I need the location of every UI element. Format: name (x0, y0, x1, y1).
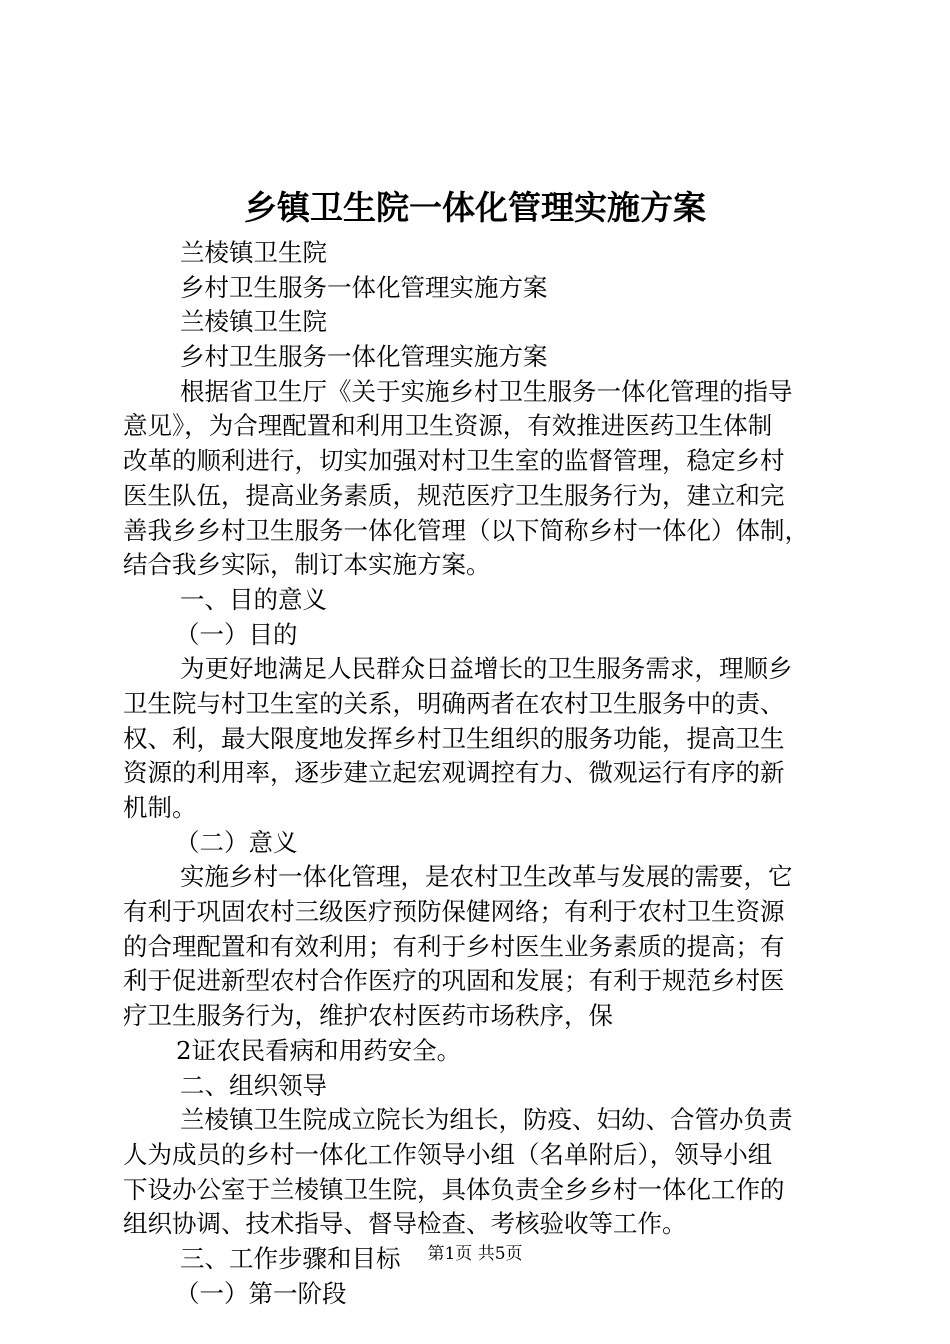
body-line: 善我乡乡村卫生服务一体化管理（以下简称乡村一体化）体制， (123, 515, 809, 545)
body-line: 兰棱镇卫生院 (180, 307, 327, 337)
body-line: 改革的顺利进行，切实加强对村卫生室的监督管理，稳定乡村 (123, 446, 785, 476)
body-line: 意见》，为合理配置和利用卫生资源，有效推进医药卫生体制 (123, 411, 773, 441)
body-line: 兰棱镇卫生院 (180, 238, 327, 267)
section-heading: 一、目的意义 (180, 584, 327, 614)
body-line: 有利于巩固农村三级医疗预防保健网络；有利于农村卫生资源 (123, 897, 785, 927)
page-number-footer: 第1页 共5页 (427, 1244, 523, 1264)
body-line: 权、利，最大限度地发挥乡村卫生组织的服务功能，提高卫生 (123, 723, 785, 753)
body-line: 疗卫生服务行为，维护农村医药市场秩序，保 (123, 1001, 613, 1031)
subsection-heading: （二）意义 (175, 827, 298, 857)
section-heading: 二、组织领导 (180, 1070, 327, 1100)
document-title: 乡镇卫生院一体化管理实施方案 (244, 188, 706, 227)
body-line: 根据省卫生厅《关于实施乡村卫生服务一体化管理的指导 (180, 376, 793, 406)
body-line: 2证农民看病和用药安全。 (176, 1035, 462, 1065)
body-line: 利于促进新型农村合作医疗的巩固和发展；有利于规范乡村医 (123, 966, 785, 996)
body-line: 的合理配置和有效利用；有利于乡村医生业务素质的提高；有 (123, 931, 785, 961)
body-line: 组织协调、技术指导、督导检查、考核验收等工作。 (123, 1209, 687, 1239)
section-heading: 三、工作步骤和目标 (180, 1243, 401, 1273)
body-line: 为更好地满足人民群众日益增长的卫生服务需求，理顺乡 (180, 654, 793, 684)
body-line: 乡村卫生服务一体化管理实施方案 (180, 272, 548, 302)
body-line: 卫生院与村卫生室的关系，明确两者在农村卫生服务中的责、 (123, 688, 785, 718)
document-body (123, 236, 843, 1311)
body-line: 兰棱镇卫生院成立院长为组长，防疫、妇幼、合管办负责 (180, 1105, 793, 1135)
body-line: 下设办公室于兰棱镇卫生院，具体负责全乡乡村一体化工作的 (123, 1174, 785, 1204)
subsection-heading: （一）第一阶段 (175, 1278, 347, 1308)
body-line: 医生队伍，提高业务素质，规范医疗卫生服务行为，建立和完 (123, 480, 785, 510)
body-line: 实施乡村一体化管理，是农村卫生改革与发展的需要，它 (180, 862, 793, 892)
body-line: 机制。 (123, 793, 197, 822)
body-line: 资源的利用率，逐步建立起宏观调控有力、微观运行有序的新 (123, 758, 785, 788)
body-line: 人为成员的乡村一体化工作领导小组（名单附后），领导小组 (123, 1139, 773, 1169)
subsection-heading: （一）目的 (175, 619, 298, 649)
body-line: 结合我乡实际，制订本实施方案。 (123, 550, 491, 580)
body-line: 乡村卫生服务一体化管理实施方案 (180, 342, 548, 372)
